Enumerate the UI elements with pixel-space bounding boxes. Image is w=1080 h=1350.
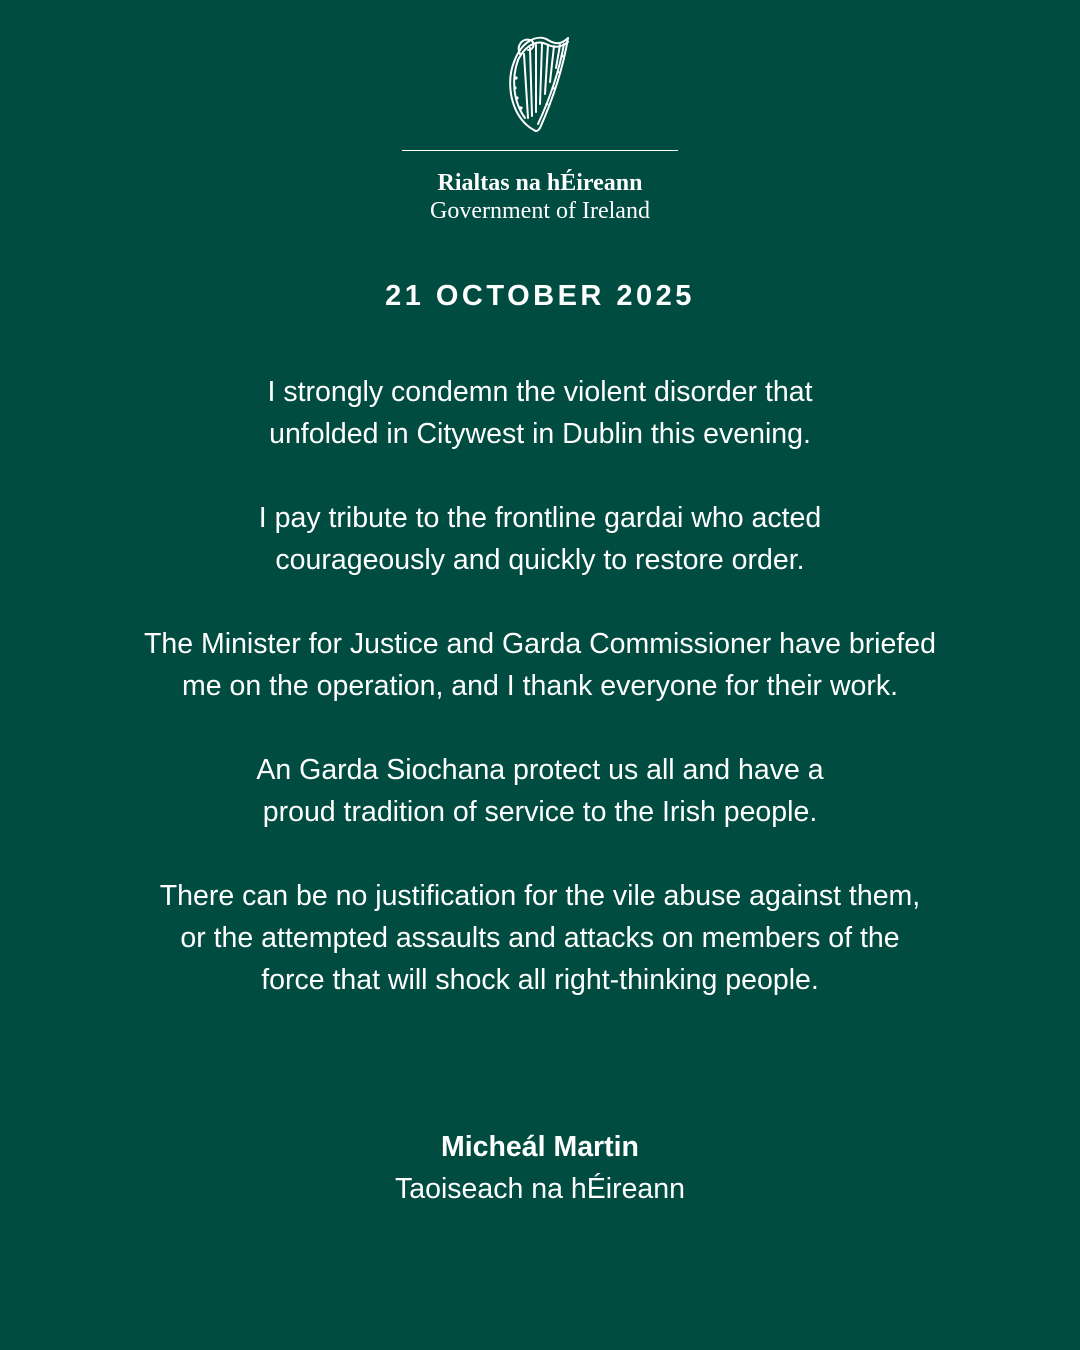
statement-paragraph-5: There can be no justification for the vile abuse against them, or the attempted assaults and attacks on members of the force that will shock all right-thinking people. xyxy=(159,880,921,996)
harp-icon xyxy=(500,32,576,132)
org-name-irish: Rialtas na hÉireann xyxy=(437,170,643,196)
statement-paragraph-4: An Garda Siochana protect us all and have a proud tradition of service to the Irish people. xyxy=(256,754,824,828)
signatory-title: Taoiseach na hÉireann xyxy=(395,1173,685,1205)
signatory-name: Micheál Martin xyxy=(441,1131,639,1163)
header-divider xyxy=(402,150,678,151)
statement-paragraph-2: I pay tribute to the frontline gardai who acted courageously and quickly to restore order. xyxy=(258,502,822,576)
statement-date: 21 OCTOBER 2025 xyxy=(385,280,695,312)
statement-paragraph-1: I strongly condemn the violent disorder that unfolded in Citywest in Dublin this evening. xyxy=(267,376,813,450)
statement-paragraph-3: The Minister for Justice and Garda Commissioner have briefed me on the operation, and I thank everyone for their work. xyxy=(143,628,936,702)
org-name-english: Government of Ireland xyxy=(430,198,650,224)
